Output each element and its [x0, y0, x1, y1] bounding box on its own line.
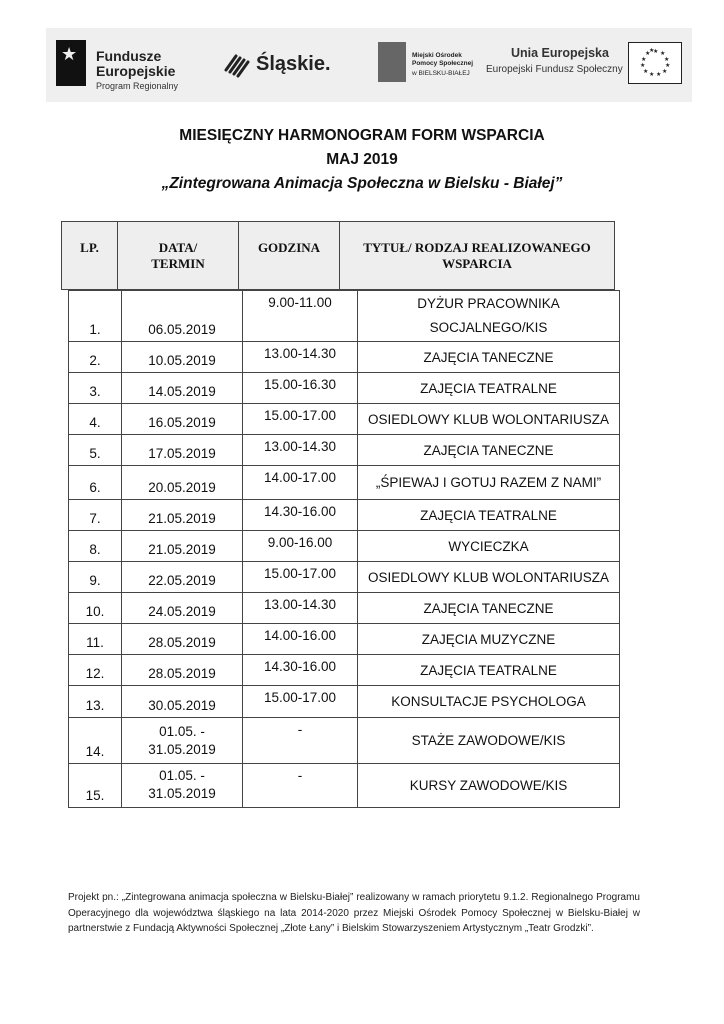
cell-lp: 11. — [69, 624, 122, 655]
cell-time: 15.00-17.00 — [243, 404, 358, 435]
cell-title — [358, 291, 620, 342]
eu-logo-text-1: Unia Europejska — [511, 46, 609, 60]
cell-time: 14.30-16.00 — [243, 655, 358, 686]
cell-title-line2: SOCJALNEGO/KIS — [429, 320, 548, 335]
cell-lp: 8. — [69, 531, 122, 562]
fundusze-logo-text-3: Program Regionalny — [96, 81, 179, 91]
cell-date — [122, 764, 243, 808]
svg-text:★: ★ — [641, 56, 647, 63]
cell-lp: 12. — [69, 655, 122, 686]
cell-title: WYCIECZKA — [358, 531, 620, 562]
cell-lp: 3. — [69, 373, 122, 404]
table-row — [69, 593, 620, 624]
table-row — [69, 342, 620, 373]
document-title: MIESIĘCZNY HARMONOGRAM FORM WSPARCIA — [179, 127, 545, 144]
table-row — [69, 373, 620, 404]
cell-lp: 9. — [69, 562, 122, 593]
cell-date: 28.05.2019 — [122, 624, 243, 655]
cell-date-line2: 31.05.2019 — [148, 742, 216, 757]
cell-date: 16.05.2019 — [122, 404, 243, 435]
table-header — [61, 221, 615, 290]
mops-logo-text-2: Pomocy Społecznej — [412, 60, 474, 67]
cell-time: 9.00-16.00 — [243, 531, 358, 562]
cell-date: 24.05.2019 — [122, 593, 243, 624]
svg-text:★: ★ — [653, 48, 659, 55]
header-tytul-line1: TYTUŁ/ RODZAJ REALIZOWANEGO — [363, 240, 591, 255]
cell-date: 20.05.2019 — [122, 466, 243, 500]
svg-text:★: ★ — [664, 56, 670, 63]
slaskie-waves-icon — [222, 48, 252, 78]
header-godzina: GODZINA — [239, 222, 340, 289]
slaskie-logo-text: Śląskie. — [256, 53, 331, 75]
table-row — [69, 624, 620, 655]
cell-title: KONSULTACJE PSYCHOLOGA — [358, 686, 620, 718]
table-row — [69, 466, 620, 500]
header-tytul-line2: WSPARCIA — [442, 256, 512, 271]
unia-europejska-logo — [486, 46, 686, 86]
table-row — [69, 718, 620, 764]
fundusze-star-icon — [56, 40, 86, 86]
mops-logo-text-3: w BIELSKU-BIAŁEJ — [412, 70, 470, 77]
svg-text:★: ★ — [665, 62, 671, 69]
cell-title: ZAJĘCIA TANECZNE — [358, 342, 620, 373]
cell-date: 21.05.2019 — [122, 531, 243, 562]
mops-logo-text-1: Miejski Ośrodek — [412, 52, 462, 59]
cell-time: 13.00-14.30 — [243, 593, 358, 624]
cell-date: 22.05.2019 — [122, 562, 243, 593]
cell-date-line2: 31.05.2019 — [148, 786, 216, 801]
cell-lp: 4. — [69, 404, 122, 435]
svg-text:★: ★ — [645, 50, 651, 57]
logo-bar — [46, 28, 692, 102]
cell-time: - — [243, 718, 358, 764]
cell-title-line1: DYŻUR PRACOWNIKA — [417, 296, 560, 311]
cell-title: ZAJĘCIA TEATRALNE — [358, 655, 620, 686]
svg-text:★: ★ — [643, 68, 649, 75]
header-data-line2: TERMIN — [151, 256, 205, 271]
svg-text:★: ★ — [662, 68, 668, 75]
cell-lp: 6. — [69, 466, 122, 500]
cell-title: „ŚPIEWAJ I GOTUJ RAZEM Z NAMI” — [358, 466, 620, 500]
cell-title: KURSY ZAWODOWE/KIS — [358, 764, 620, 808]
cell-date-line1: 01.05. - — [159, 724, 205, 739]
slaskie-logo — [222, 48, 342, 84]
cell-date: 06.05.2019 — [122, 291, 243, 342]
fundusze-europejskie-logo — [52, 38, 202, 90]
cell-lp: 14. — [69, 718, 122, 764]
cell-lp: 7. — [69, 500, 122, 531]
cell-lp: 5. — [69, 435, 122, 466]
table-row — [69, 531, 620, 562]
table-row — [69, 291, 620, 342]
header-lp: LP. — [62, 222, 118, 289]
eu-logo-text-2: Europejski Fundusz Społeczny — [486, 64, 623, 75]
header-data — [118, 222, 239, 289]
cell-title: ZAJĘCIA TEATRALNE — [358, 500, 620, 531]
cell-lp: 10. — [69, 593, 122, 624]
table-row — [69, 686, 620, 718]
cell-date-line1: 01.05. - — [159, 768, 205, 783]
cell-date: 21.05.2019 — [122, 500, 243, 531]
cell-title: ZAJĘCIA MUZYCZNE — [358, 624, 620, 655]
svg-text:★: ★ — [649, 71, 655, 78]
svg-text:★: ★ — [640, 62, 646, 69]
table-row — [69, 404, 620, 435]
cell-time: 15.00-16.30 — [243, 373, 358, 404]
cell-lp: 15. — [69, 764, 122, 808]
eu-flag-icon — [628, 42, 682, 84]
cell-lp: 2. — [69, 342, 122, 373]
cell-time: - — [243, 764, 358, 808]
cell-title: STAŻE ZAWODOWE/KIS — [358, 718, 620, 764]
cell-title: OSIEDLOWY KLUB WOLONTARIUSZA — [358, 562, 620, 593]
cell-date: 30.05.2019 — [122, 686, 243, 718]
header-data-line1: DATA/ — [158, 240, 198, 255]
cell-title: ZAJĘCIA TANECZNE — [358, 435, 620, 466]
cell-time: 9.00-11.00 — [243, 291, 358, 342]
cell-title: ZAJĘCIA TEATRALNE — [358, 373, 620, 404]
fundusze-logo-text-2: Europejskie — [96, 63, 176, 79]
header-tytul — [340, 222, 614, 289]
footer-note: Projekt pn.: „Zintegrowana animacja społeczna w Bielsku-Białej” realizowany w ramach priorytetu 9.1.2. Regionalnego Programu Operacyjnego dla województwa śląskiego na lata 2014-2020 przez Miejski Ośrodek Pomocy Społecznej w Bielsku-Białej w partnerstwie z Fundacją Aktywności Społecznej „Złote Łany” i Bielskim Stowarzyszeniem Artystycznym „Teatr Grodzki”. — [68, 892, 640, 934]
table-row — [69, 562, 620, 593]
cell-time: 15.00-17.00 — [243, 686, 358, 718]
project-name: „Zintegrowana Animacja Społeczna w Bielsku - Białej” — [161, 175, 563, 192]
fundusze-logo-text-1: Fundusze — [96, 48, 162, 64]
cell-time: 14.30-16.00 — [243, 500, 358, 531]
cell-title: ZAJĘCIA TANECZNE — [358, 593, 620, 624]
table-row — [69, 655, 620, 686]
cell-lp: 13. — [69, 686, 122, 718]
cell-time: 14.00-16.00 — [243, 624, 358, 655]
table-row — [69, 764, 620, 808]
mops-logo — [378, 40, 478, 90]
cell-date: 14.05.2019 — [122, 373, 243, 404]
cell-date — [122, 718, 243, 764]
cell-time: 13.00-14.30 — [243, 342, 358, 373]
svg-text:★: ★ — [649, 47, 655, 54]
schedule-table — [68, 290, 620, 808]
cell-lp: 1. — [69, 291, 122, 342]
cell-date: 17.05.2019 — [122, 435, 243, 466]
cell-time: 13.00-14.30 — [243, 435, 358, 466]
table-row — [69, 500, 620, 531]
document-month: MAJ 2019 — [326, 151, 398, 168]
svg-text:★: ★ — [656, 71, 662, 78]
mops-figure-icon — [378, 42, 406, 82]
cell-title: OSIEDLOWY KLUB WOLONTARIUSZA — [358, 404, 620, 435]
cell-time: 14.00-17.00 — [243, 466, 358, 500]
svg-text:★: ★ — [660, 50, 666, 57]
table-row — [69, 435, 620, 466]
cell-date: 10.05.2019 — [122, 342, 243, 373]
cell-time: 15.00-17.00 — [243, 562, 358, 593]
cell-date: 28.05.2019 — [122, 655, 243, 686]
